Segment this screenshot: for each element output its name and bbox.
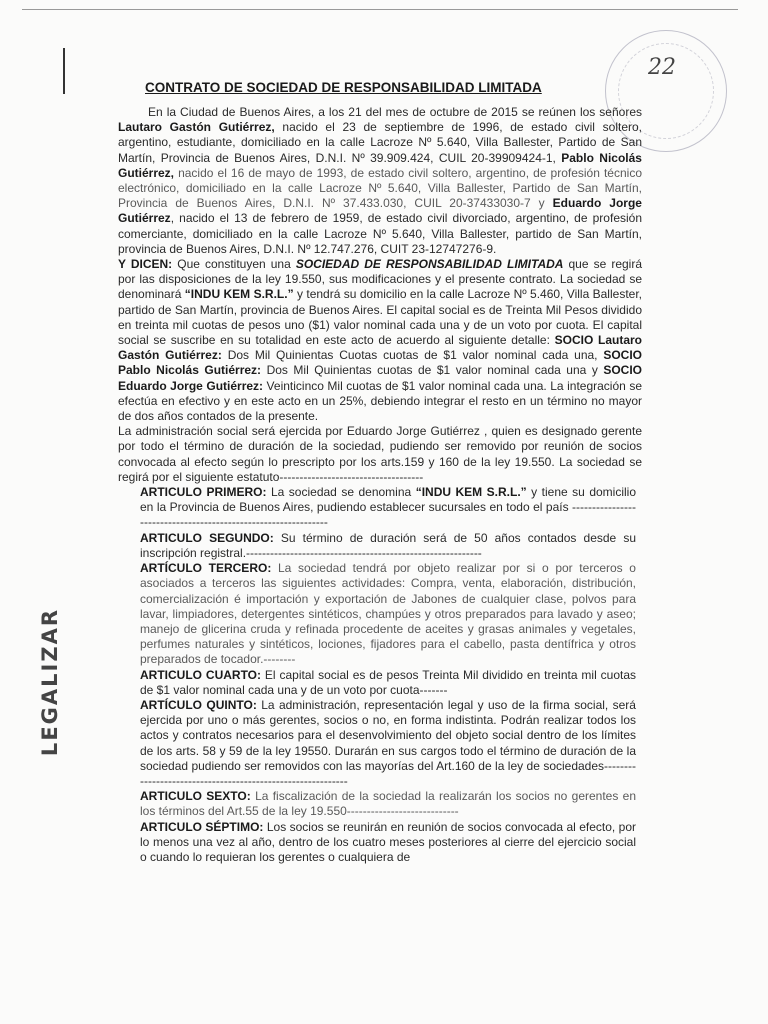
company-type: SOCIEDAD DE RESPONSABILIDAD LIMITADA [295,257,564,272]
document-title: CONTRATO DE SOCIEDAD DE RESPONSABILIDAD LIMITADA [145,80,542,95]
partner-label: SOCIO Eduardo Jorge Gutiérrez: [118,363,643,393]
dicen-paragraph [118,257,642,424]
partner-name: Pablo Nicolás Gutiérrez, [118,150,642,180]
article-heading: ARTÍCULO QUINTO: [140,697,257,712]
article-text: La sociedad se denomina [266,485,416,500]
folio-number: 22 [648,55,676,80]
partner-label: SOCIO Pablo Nicolás Gutiérrez: [118,348,643,378]
administration-paragraph: La administración social será ejercida por Eduardo Jorge Gutiérrez , quien es designado gerente por todo el término de duración de la sociedad, pudiendo ser removido por reunión de socios convocada al efecto según lo prescripto por los arts.159 y 160 de la ley 19.550. La sociedad se regirá por el siguiente estatuto------------------------------------ [118,424,642,484]
article-text: y tiene su domicilio en la Provincia de Buenos Aires, pudiendo establecer sucursales en todo el país --------------------------------------------------------------- [140,485,636,530]
legalizar-stamp: LEGALIZAR [38,608,62,757]
article-heading: ARTICULO SEXTO: [140,789,251,804]
dicen-text: y tendrá su domicilio en la calle Lacroze Nº 5.460, Villa Ballester, partido de San Martín, provincia de Buenos Aires. El capital social es de Treinta Mil Pesos dividido en treinta mil cuotas de pesos uno ($1) valor nominal cada una y de un voto por cuota. El capital social se suscribe en su totalidad en este acto de acuerdo al siguiente detalle: [118,287,642,348]
article-heading: ARTICULO PRIMERO: [140,485,267,500]
article-heading: ARTICULO CUARTO: [140,667,262,682]
company-name: “INDU KEM S.R.L.” [184,287,294,302]
article-text: La administración, representación legal y uso de la firma social, será ejercida por uno o más gerentes, socios o no, en forma indistinta. Podrán realizar todos los actos y contratos necesarios para el desenvolvimiento del objeto social dentro de los límites de los arts. 58 y 59 de la ley 19550. Durarán en sus cargos todo el término de duración de la sociedad pudiendo ser removidos con las mayorías del Art.160 de la ley de sociedades------------------------------------------------------------ [140,697,636,788]
article-text: La sociedad tendrá por objeto realizar por si o por terceros o asociados a terceros las siguientes actividades: Compra, venta, elaboración, distribución, comercialización é importación y exportación de Jabones de cualquier clase, polvos para lavar, limpiadores, detergentes sintéticos, champúes y otros preparados para lavado y aseo; manejo de glicerina cruda y refinada procedente de aceites y grasas animales y vegetales, perfumes naturales y sintéticos, lociones, fijadores para el cabello, pasta dentífrica y otros preparados de tocador.-------- [140,561,636,667]
partner-name: Lautaro Gastón Gutiérrez, [118,120,275,135]
top-border-line [22,9,738,10]
intro-text: , nacido el 13 de febrero de 1959, de estado civil divorciado, argentino, de profesión comerciante, domiciliado en la calle Lacroze Nº 5.640, Villa Ballester, partido de San Martín, provincia de Buenos Aires, D.N.I. Nº 12.747.276, CUIT 23-12747276-9. [118,211,642,256]
article-3 [118,561,642,667]
dicen-text: Dos Mil Quinientas cuotas de $1 valor nominal cada una y [261,363,604,378]
dicen-text: Veinticinco Mil cuotas de $1 valor nominal cada una. La integración se efectúa en efectivo y en este acto en un 25%, debiendo integrar el resto en un término no mayor de dos años contados de la presente. [118,378,642,424]
partner-name: Eduardo Jorge Gutiérrez [118,196,642,226]
company-name: “INDU KEM S.R.L.” [415,485,527,500]
intro-text: nacido el 23 de septiembre de 1996, de estado civil soltero, argentino, estudiante, domiciliado en la calle Lacroze Nº 5.640, Villa Ballester, Partido de San Martín, Provincia de Buenos Aires, D.N.I. Nº 39.909.424, CUIL 20-39909424-1, [118,120,642,165]
article-5 [118,698,642,789]
article-1 [118,485,642,531]
article-heading: ARTICULO SÉPTIMO: [140,819,264,834]
article-heading: ARTÍCULO TERCERO: [140,561,272,576]
article-text: La fiscalización de la sociedad la realizarán los socios no gerentes en los términos del Art.55 de la ley 19.550---------------------------- [140,789,637,819]
intro-paragraph [118,105,642,257]
article-text: Su término de duración será de 50 años contados desde su inscripción registral.----------------------------------------------------------- [140,530,636,560]
article-4 [118,668,642,698]
contract-body [118,105,642,865]
article-heading: ARTICULO SEGUNDO: [140,530,274,545]
dicen-text: Que constituyen una [172,257,296,272]
dicen-label: Y DICEN: [118,257,173,272]
intro-text: nacido el 16 de mayo de 1993, de estado civil soltero, argentino, de profesión técnico electrónico, domiciliado en la calle Lacroze Nº 5.640, Villa Ballester, Partido de San Martín, Provincia de Buenos Aires, D.N.I. Nº 37.433.030, CUIL 20-37433030-7 y [118,165,642,211]
dicen-text: que se regirá por las disposiciones de la ley 19.550, sus modificaciones y el presente contrato. La sociedad se denominará [118,257,642,302]
margin-mark [63,48,65,94]
article-6 [118,789,642,819]
intro-text: En la Ciudad de Buenos Aires, a los 21 del mes de octubre de 2015 se reúnen los señores [148,105,642,119]
article-2 [118,531,642,561]
article-7 [118,820,642,866]
dicen-text: Dos Mil Quinientas Cuotas cuotas de $1 valor nominal cada una, [221,348,604,363]
partner-label: SOCIO Lautaro Gastón Gutiérrez: [118,333,642,363]
article-text: Los socios se reunirán en reunión de socios convocada al efecto, por lo menos una vez al año, dentro de los cuatro meses posteriores al cierre del ejercicio social o cuando lo requieran los gerentes o cualquiera de [140,819,637,864]
article-text: El capital social es de pesos Treinta Mil dividido en treinta mil cuotas de $1 valor nominal cada una y de un voto por cuota------- [140,667,636,697]
